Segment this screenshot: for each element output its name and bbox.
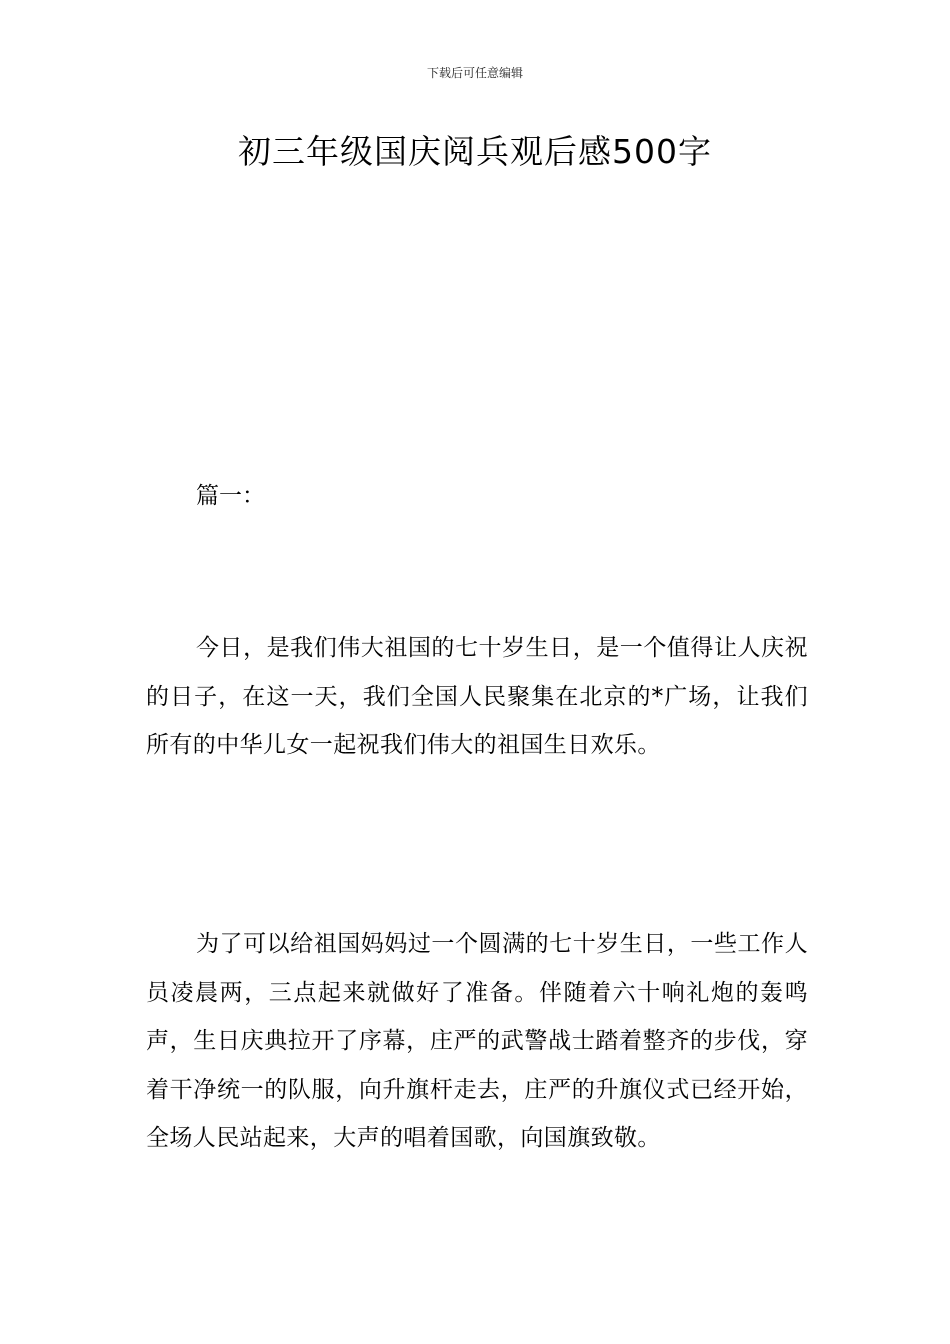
body-paragraph-1: 今日，是我们伟大祖国的七十岁生日，是一个值得让人庆祝的日子，在这一天，我们全国人民聚集在北京的*广场，让我们所有的中华儿女一起祝我们伟大的祖国生日欢乐。 [146, 635, 808, 758]
section-heading: 篇一： [196, 483, 265, 509]
page-header-note: 下载后可任意编辑 [426, 66, 523, 80]
document-title: 初三年级国庆阅兵观后感500字 [238, 132, 712, 171]
body-paragraph-2: 为了可以给祖国妈妈过一个圆满的七十岁生日，一些工作人员凌晨两，三点起来就做好了准备。伴随着六十响礼炮的轰鸣声，生日庆典拉开了序幕，庄严的武警战士踏着整齐的步伐，穿着干净统一的队服，向升旗杆走去，庄严的升旗仪式已经开始，全场人民站起来，大声的唱着国歌，向国旗致敬。 [146, 931, 808, 1151]
